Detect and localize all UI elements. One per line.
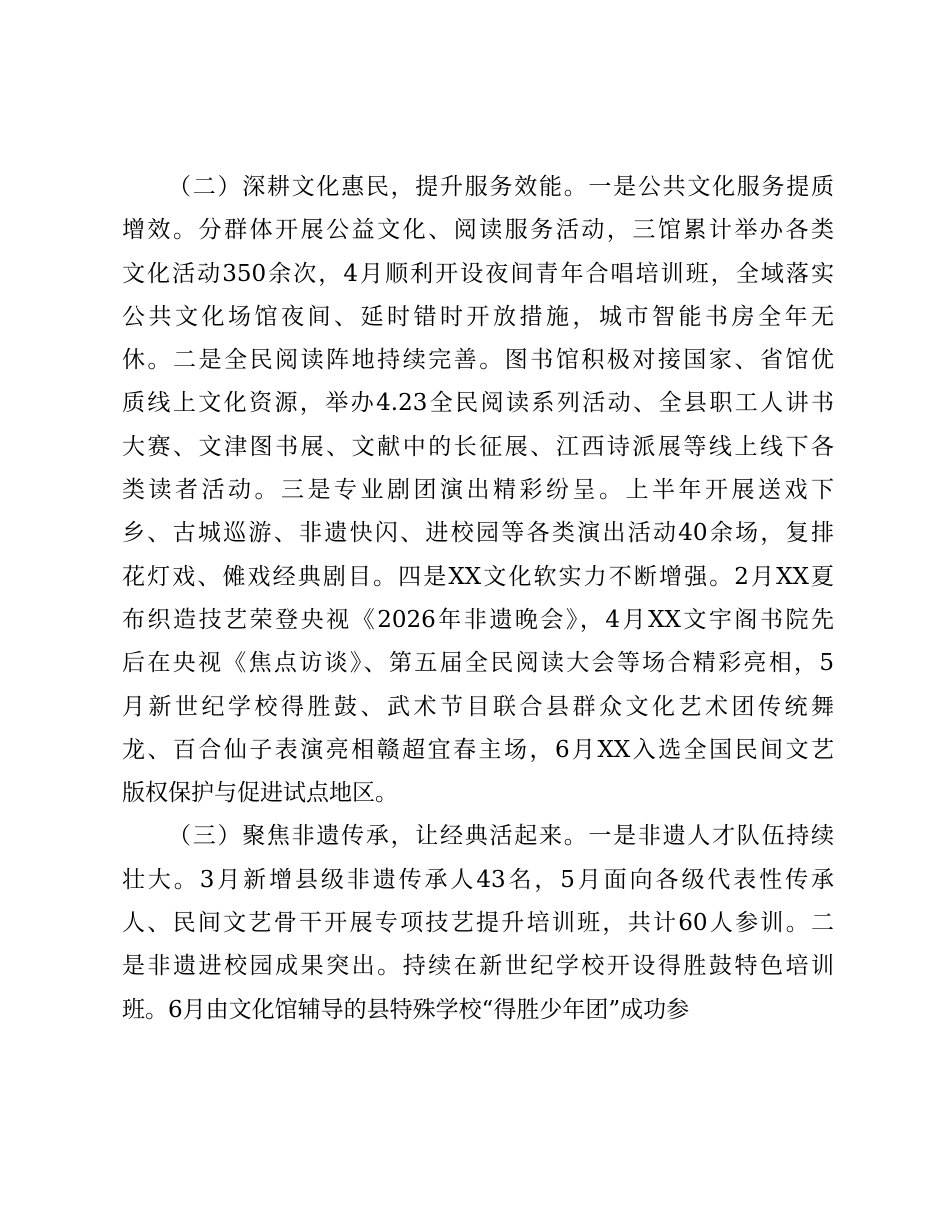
paragraph-line: 人、民间文艺骨干开展专项技艺提升培训班，共计60人参训。二 <box>122 910 834 937</box>
paragraph-line: 后在央视《焦点访谈》、第五届全民阅读大会等场合精彩亮相，5 <box>122 650 834 677</box>
paragraph-line: 公共文化场馆夜间、延时错时开放措施，城市智能书房全年无 <box>122 303 834 330</box>
paragraph-line: 文化活动350余次，4月顺利开设夜间青年合唱培训班，全域落实 <box>122 260 834 287</box>
paragraph-line: 布织造技艺荣登央视《2026年非遗晚会》，4月XX文宇阁书院先 <box>122 606 834 633</box>
paragraph-line: 龙、百合仙子表演亮相赣超宜春主场，6月XX入选全国民间文艺 <box>122 736 834 763</box>
paragraph-line: 增效。分群体开展公益文化、阅读服务活动，三馆累计举办各类 <box>122 217 834 244</box>
paragraph-line: （二）深耕文化惠民，提升服务效能。一是公共文化服务提质 <box>168 174 834 200</box>
paragraph-line: （三）聚焦非遗传承，让经典活起来。一是非遗人才队伍持续 <box>168 823 834 850</box>
paragraph-line: 乡、古城巡游、非遗快闪、进校园等各类演出活动40余场，复排 <box>122 520 834 547</box>
paragraph-line: 版权保护与促进试点地区。 <box>122 780 398 807</box>
paragraph-line: 类读者活动。三是专业剧团演出精彩纷呈。上半年开展送戏下 <box>122 477 834 504</box>
paragraph-heritage <box>122 815 834 1031</box>
paragraph-line: 质线上文化资源，举办4.23全民阅读系列活动、全县职工人讲书 <box>122 390 834 417</box>
paragraph-culture-services <box>122 166 834 815</box>
paragraph-line: 班。6月由文化馆辅导的县特殊学校“得胜少年团”成功参 <box>122 996 690 1023</box>
paragraph-line: 月新世纪学校得胜鼓、武术节目联合县群众文化艺术团传统舞 <box>122 693 834 720</box>
document-body <box>122 166 834 1032</box>
paragraph-line: 花灯戏、傩戏经典剧目。四是XX文化软实力不断增强。2月XX夏 <box>122 563 834 590</box>
paragraph-line: 壮大。3月新增县级非遗传承人43名，5月面向各级代表性传承 <box>122 866 834 893</box>
paragraph-line: 是非遗进校园成果突出。持续在新世纪学校开设得胜鼓特色培训 <box>122 953 834 980</box>
paragraph-line: 休。二是全民阅读阵地持续完善。图书馆积极对接国家、省馆优 <box>122 347 834 374</box>
paragraph-line: 大赛、文津图书展、文献中的长征展、江西诗派展等线上线下各 <box>122 433 834 460</box>
